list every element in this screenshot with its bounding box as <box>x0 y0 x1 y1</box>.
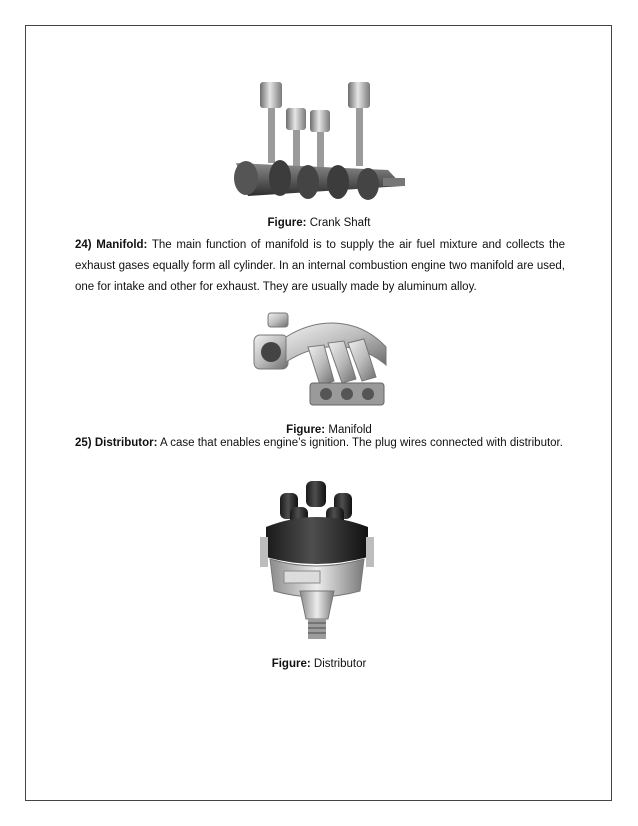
crankshaft-image <box>228 78 410 218</box>
distributor-image <box>256 479 378 647</box>
distributor-body: A case that enables engine’s ignition. The plug wires connected with distributor. <box>159 437 563 449</box>
manifold-paragraph <box>75 235 565 298</box>
distributor-caption: Figure: Distributor <box>271 658 367 670</box>
distributor-paragraph <box>75 433 565 454</box>
manifold-heading: 24) Manifold: <box>75 239 148 251</box>
crankshaft-caption: Figure: Crank Shaft <box>267 217 371 229</box>
distributor-heading: 25) Distributor: <box>75 437 158 449</box>
manifold-caption: Figure: Manifold <box>286 424 372 436</box>
manifold-image <box>248 307 393 419</box>
manifold-body: The main function of manifold is to supply the air fuel mixture and collects the exhaust gases equally form all cylinder. In an internal combustion engine two manifold are used, one for intake and other for exhaust. They are usually made by aluminum alloy. <box>75 239 565 293</box>
